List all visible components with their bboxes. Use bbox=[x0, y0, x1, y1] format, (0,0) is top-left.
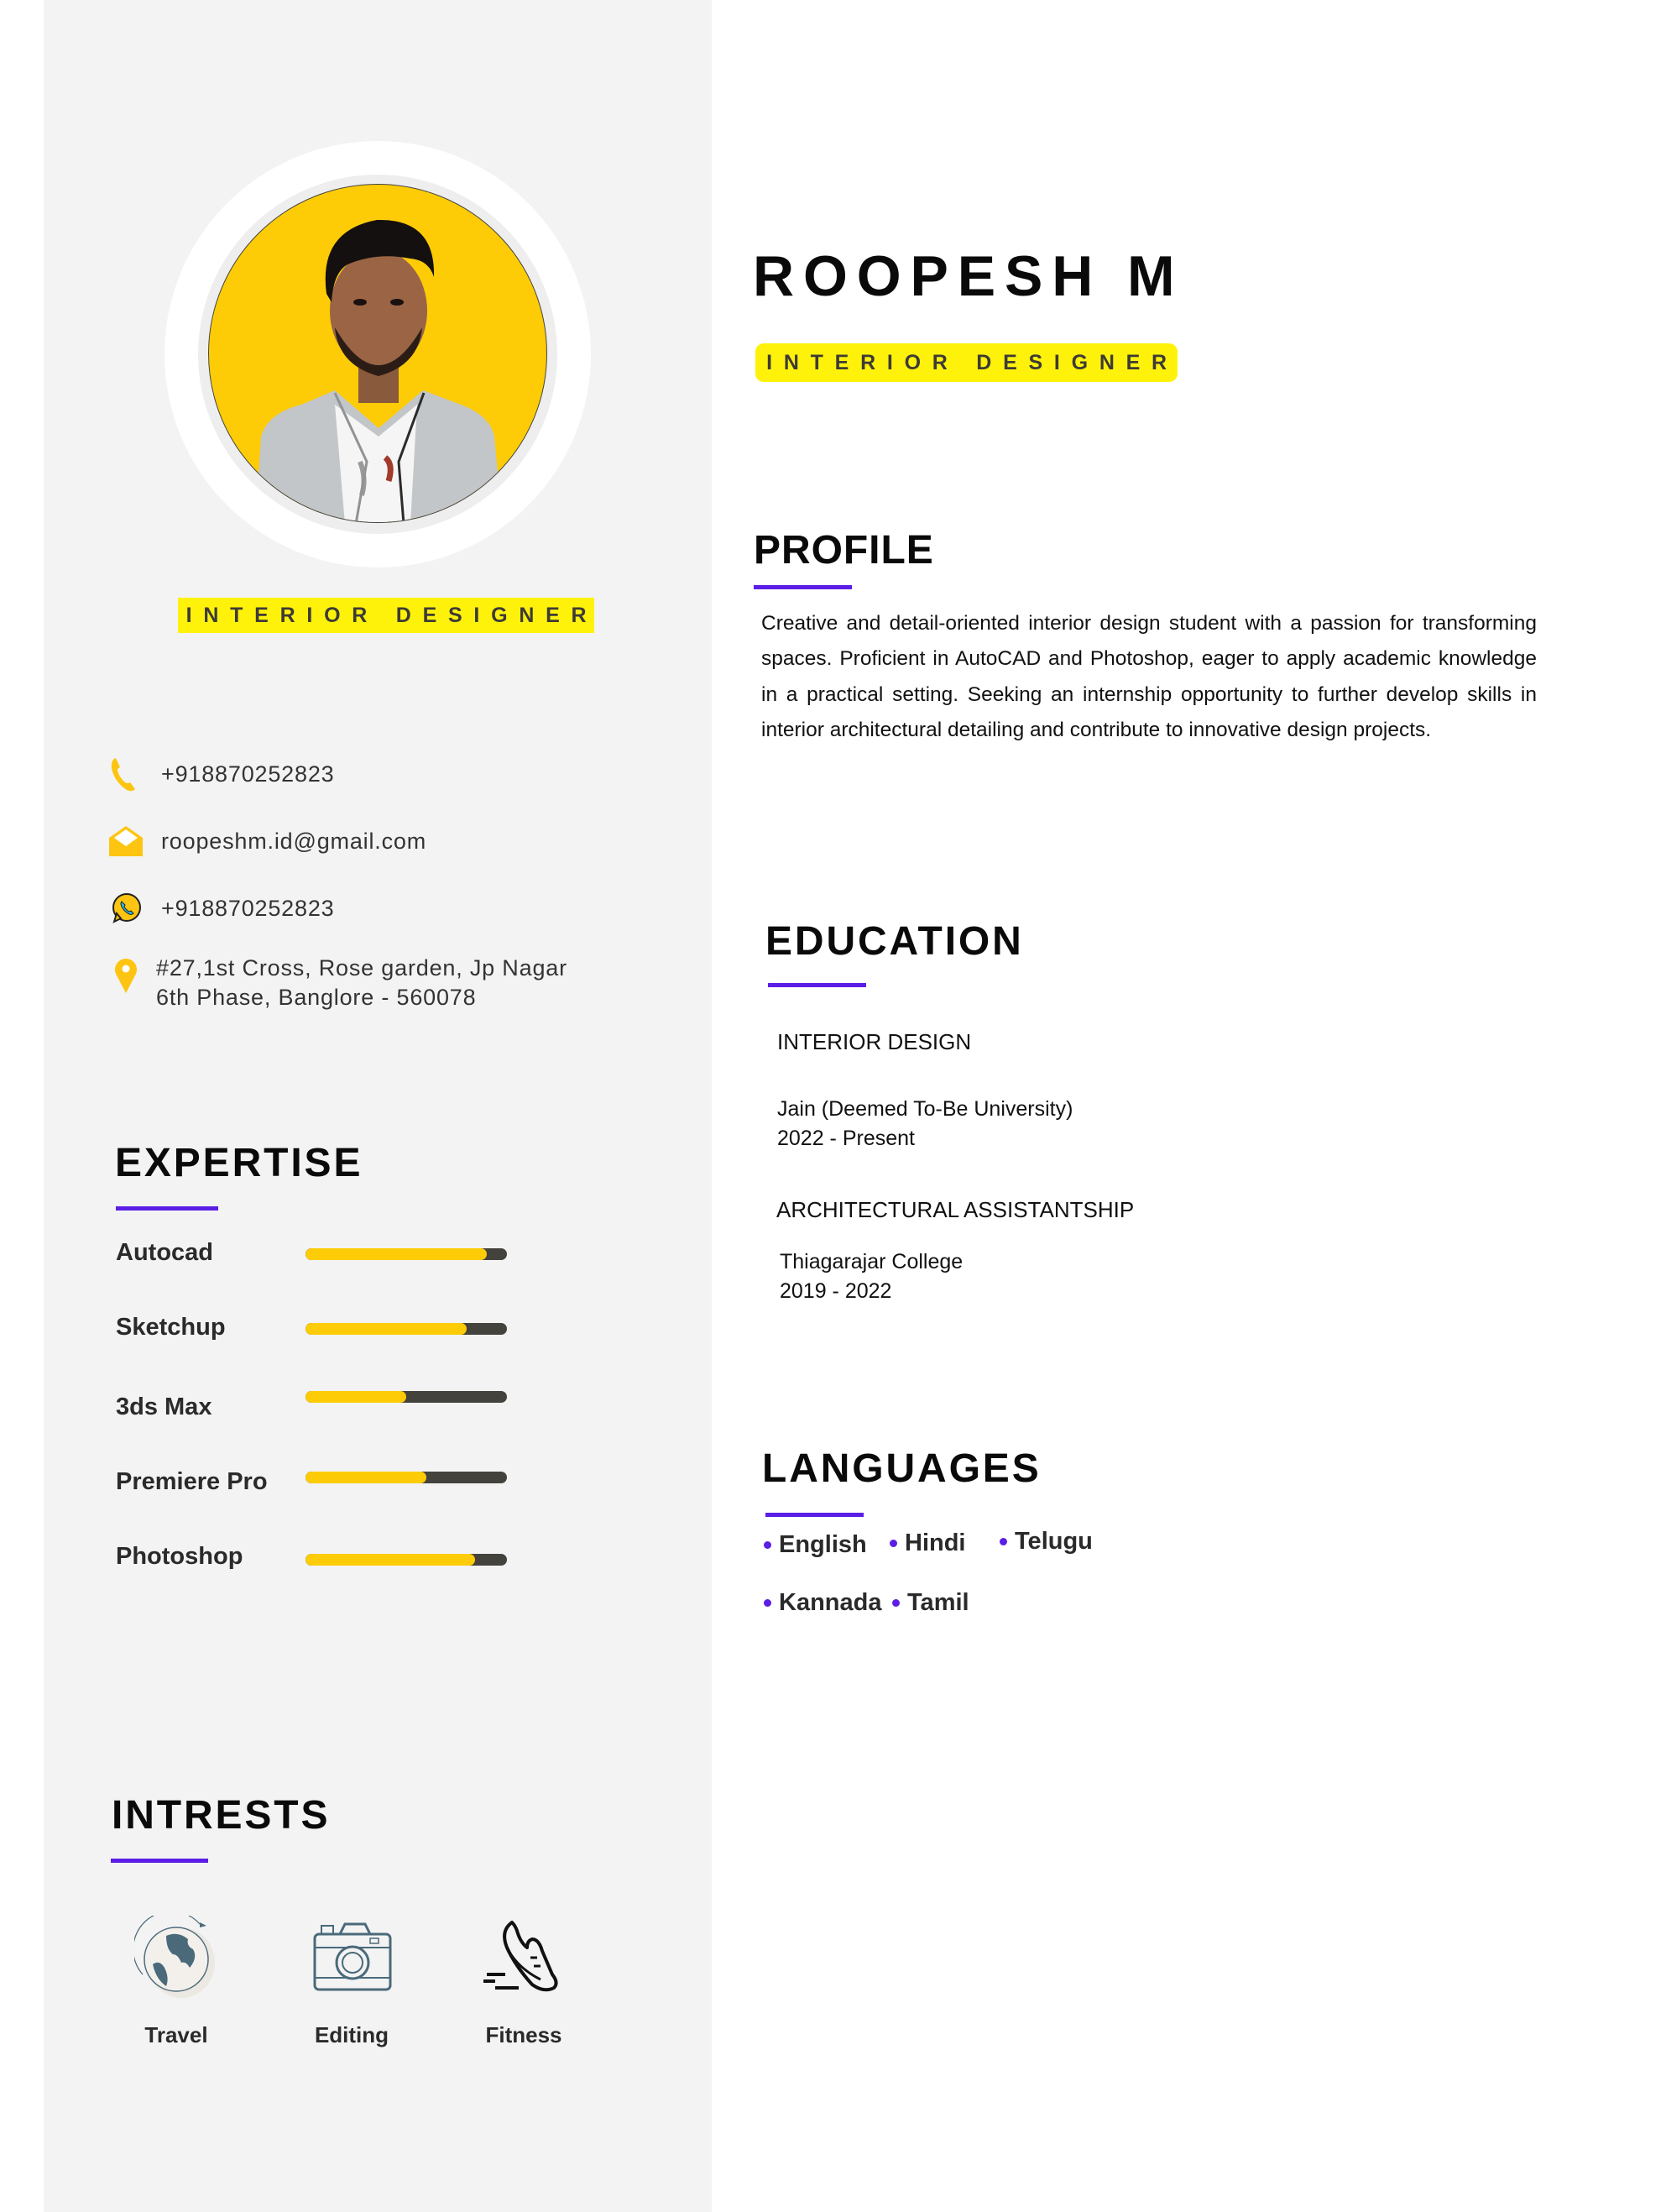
language-item bbox=[764, 1589, 881, 1617]
contact-phone bbox=[107, 756, 335, 792]
skill-bar bbox=[306, 1323, 507, 1335]
skill-bar bbox=[306, 1472, 507, 1483]
sidebar-title-tag: INTERIOR DESIGNER bbox=[178, 598, 594, 633]
expertise-underline bbox=[116, 1206, 218, 1211]
whatsapp-icon bbox=[107, 890, 144, 927]
skill-bar-fill bbox=[306, 1391, 406, 1403]
education-institution: Jain (Deemed To-Be University) bbox=[777, 1097, 1073, 1121]
interest-label: Travel bbox=[144, 2022, 208, 2047]
education-period: 2019 - 2022 bbox=[780, 1279, 892, 1303]
interest-fitness bbox=[457, 1916, 591, 2048]
language-item bbox=[764, 1531, 867, 1559]
phone-icon bbox=[107, 756, 144, 792]
contact-address bbox=[107, 954, 567, 1012]
language-item bbox=[1000, 1528, 1093, 1556]
languages-underline bbox=[765, 1513, 864, 1517]
contact-email bbox=[107, 823, 426, 860]
language-label: English bbox=[779, 1531, 867, 1558]
education-underline bbox=[768, 983, 866, 987]
globe-travel-icon bbox=[134, 1916, 218, 2004]
bullet-icon bbox=[764, 1599, 771, 1607]
profile-title: PROFILE bbox=[754, 528, 934, 573]
interest-travel bbox=[109, 1916, 243, 2048]
bullet-icon bbox=[1000, 1538, 1007, 1545]
interest-label: Editing bbox=[314, 2022, 389, 2047]
bullet-icon bbox=[892, 1599, 900, 1607]
skill-bar-fill bbox=[306, 1248, 487, 1260]
skill-label: Photoshop bbox=[116, 1543, 243, 1570]
email-address[interactable]: roopeshm.id@gmail.com bbox=[161, 828, 427, 854]
whatsapp-number[interactable]: +918870252823 bbox=[161, 895, 335, 921]
skill-label: Autocad bbox=[116, 1239, 213, 1266]
education-course: INTERIOR DESIGN bbox=[777, 1029, 972, 1054]
skill-label: Sketchup bbox=[116, 1314, 226, 1341]
bullet-icon bbox=[890, 1540, 897, 1547]
skill-label: 3ds Max bbox=[116, 1394, 212, 1420]
profile-underline bbox=[754, 585, 852, 589]
interests-title: INTRESTS bbox=[112, 1793, 331, 1838]
skill-bar-fill bbox=[306, 1554, 475, 1566]
education-title: EDUCATION bbox=[765, 919, 1024, 964]
address-line-1: #27,1st Cross, Rose garden, Jp Nagar bbox=[156, 955, 567, 980]
location-pin-icon bbox=[107, 957, 144, 994]
profile-summary: Creative and detail-oriented interior design student with a passion for transforming spaces. Proficient in AutoCAD and Photoshop, eager to apply academic knowledge in a practical setting. Seeking an internship opportunity to further develop skills in interior architectural detailing and contribute to innovative design projects. bbox=[761, 612, 1537, 741]
education-entry bbox=[780, 1247, 963, 1306]
skill-label: Premiere Pro bbox=[116, 1468, 268, 1495]
language-label: Tamil bbox=[907, 1589, 969, 1616]
address-line-2: 6th Phase, Banglore - 560078 bbox=[156, 985, 477, 1010]
education-institution: Thiagarajar College bbox=[780, 1250, 964, 1273]
languages-title: LANGUAGES bbox=[762, 1446, 1042, 1491]
avatar bbox=[208, 184, 547, 523]
camera-icon bbox=[310, 1916, 394, 2004]
interests-underline bbox=[111, 1859, 208, 1863]
phone-number[interactable]: +918870252823 bbox=[161, 761, 335, 787]
language-item bbox=[892, 1589, 969, 1617]
skill-bar bbox=[306, 1248, 507, 1260]
contact-whatsapp bbox=[107, 890, 335, 927]
interest-editing bbox=[285, 1916, 419, 2048]
bullet-icon bbox=[764, 1541, 771, 1549]
language-item bbox=[890, 1530, 966, 1557]
language-label: Telugu bbox=[1015, 1528, 1093, 1555]
skill-bar-fill bbox=[306, 1323, 467, 1335]
language-label: Kannada bbox=[779, 1589, 882, 1616]
skill-bar-fill bbox=[306, 1472, 426, 1483]
running-shoe-icon bbox=[482, 1916, 566, 2004]
interest-label: Fitness bbox=[485, 2022, 562, 2047]
skill-bar bbox=[306, 1554, 507, 1566]
education-course: ARCHITECTURAL ASSISTANTSHIP bbox=[776, 1197, 1135, 1222]
skill-bar bbox=[306, 1391, 507, 1403]
expertise-title: EXPERTISE bbox=[115, 1141, 363, 1185]
language-label: Hindi bbox=[905, 1530, 966, 1556]
header-title-tag: INTERIOR DESIGNER bbox=[755, 343, 1178, 382]
portrait-illustration bbox=[209, 185, 547, 523]
education-period: 2022 - Present bbox=[777, 1127, 915, 1150]
candidate-name: ROOPESH M bbox=[753, 244, 1184, 308]
mail-icon bbox=[107, 823, 144, 860]
education-entry bbox=[777, 1095, 1073, 1153]
